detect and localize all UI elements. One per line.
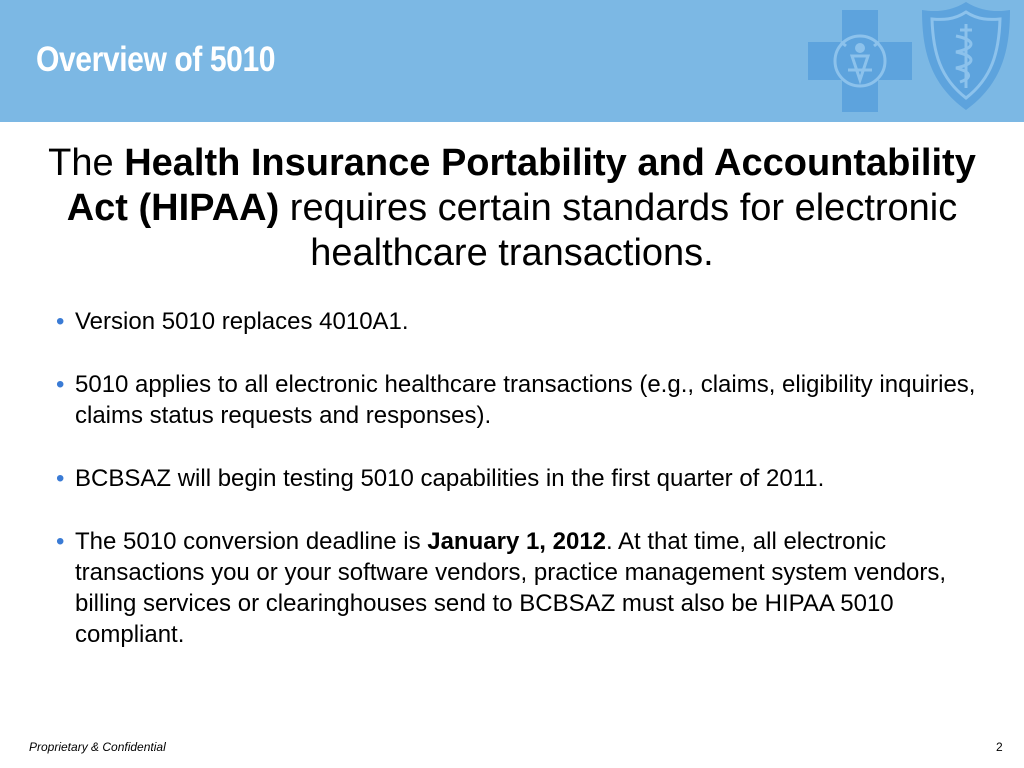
intro-statement bbox=[40, 141, 984, 276]
bullet-list bbox=[56, 306, 996, 650]
page-number: 2 bbox=[996, 740, 1003, 754]
bullet-item-deadline bbox=[56, 526, 996, 650]
bullet-text: 5010 applies to all electronic healthcare transactions (e.g., claims, eligibility inquiries, claims status requests and responses). bbox=[75, 371, 976, 429]
bullet-dot-icon: • bbox=[56, 308, 65, 335]
bullet-text: Version 5010 replaces 4010A1. bbox=[75, 308, 409, 335]
bullet-text-prefix: The 5010 conversion deadline is bbox=[75, 528, 428, 555]
intro-hipaa-name: Health Insurance Portability and Accountability Act (HIPAA) bbox=[66, 142, 976, 229]
bullet-text: BCBSAZ will begin testing 5010 capabilities in the first quarter of 2011. bbox=[75, 465, 825, 492]
slide-title: Overview of 5010 bbox=[36, 40, 276, 79]
intro-suffix: requires certain standards for electronic healthcare transactions. bbox=[279, 187, 958, 274]
bullet-dot-icon: • bbox=[56, 528, 65, 555]
blue-cross-icon bbox=[808, 10, 912, 112]
bullet-dot-icon: • bbox=[56, 371, 65, 398]
intro-prefix: The bbox=[48, 142, 125, 184]
bullet-text-suffix: . At that time, all electronic transactions you or your software vendors, practice management system vendors, billing services or clearinghouses send to BCBSAZ must also be HIPAA 5010 compliant. bbox=[75, 528, 947, 648]
footer-confidential: Proprietary & Confidential bbox=[29, 740, 166, 754]
bullet-item-version bbox=[56, 306, 996, 337]
bullet-dot-icon: • bbox=[56, 465, 65, 492]
blue-shield-icon bbox=[920, 0, 1012, 112]
bullet-item-testing bbox=[56, 463, 996, 494]
bullet-item-scope bbox=[56, 369, 996, 431]
deadline-date: January 1, 2012 bbox=[427, 528, 607, 555]
